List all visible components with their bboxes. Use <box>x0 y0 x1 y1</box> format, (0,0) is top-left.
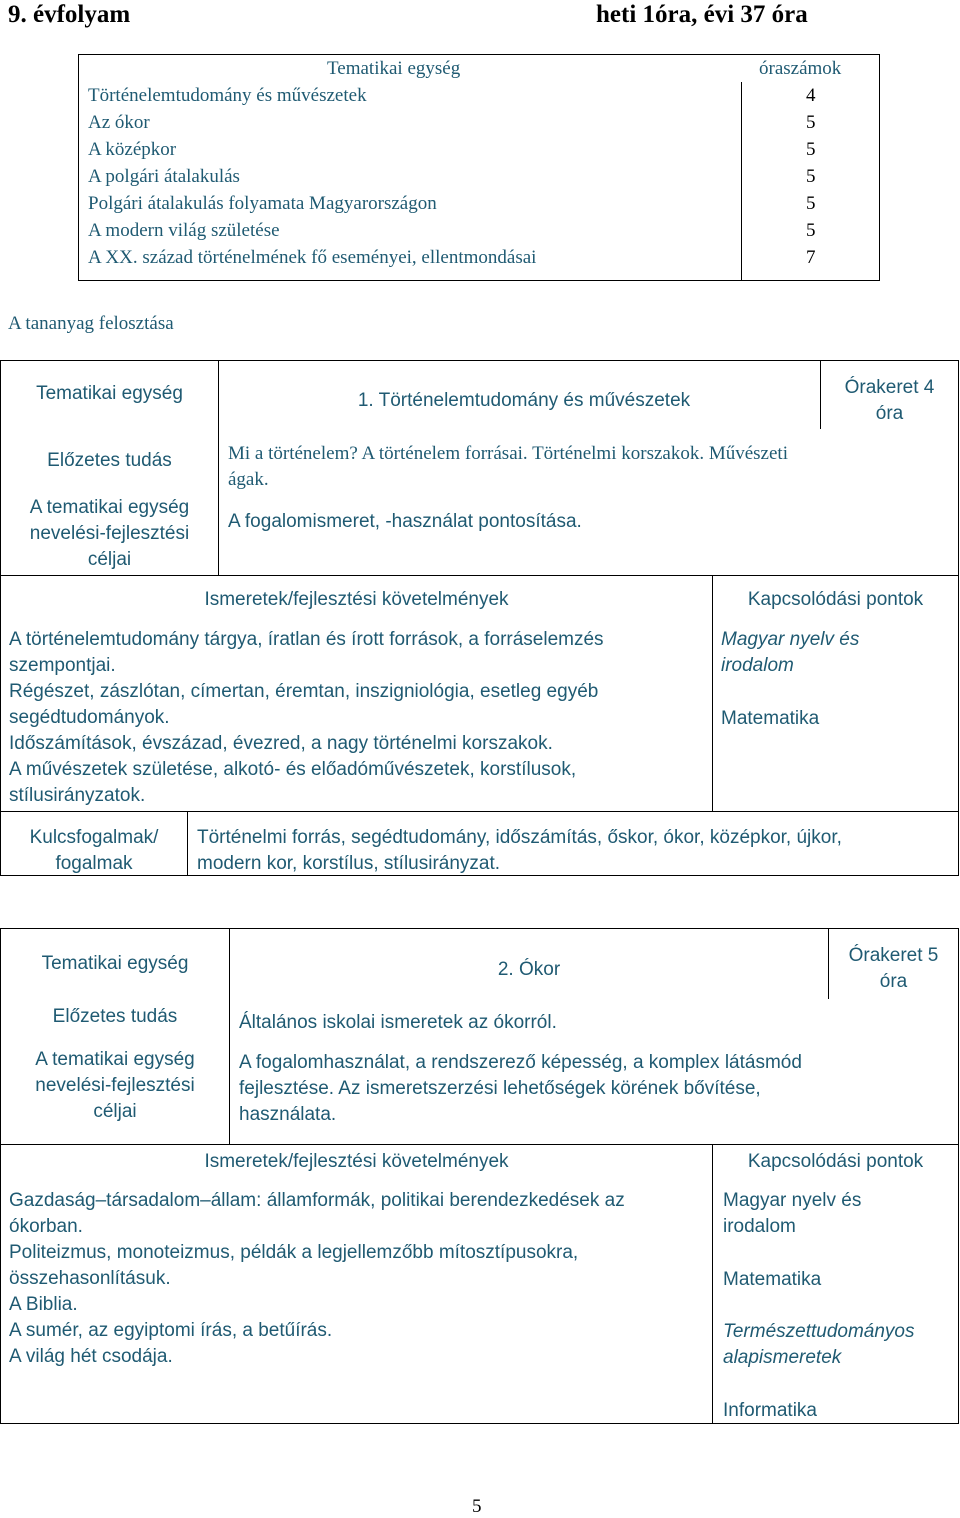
unit2-link-0: Magyar nyelv és irodalom <box>723 1190 862 1237</box>
table-row <box>79 244 879 271</box>
unit1-hours: Órakeret 4 óra <box>844 377 935 424</box>
table-row <box>79 136 879 163</box>
unit2-link-2: Természettudományos alapismeretek <box>723 1321 915 1368</box>
unit2-label-links: Kapcsolódási pontok <box>747 1151 924 1172</box>
table-row <box>79 82 879 109</box>
row-topic: A középkor <box>88 139 177 160</box>
hours-heading: heti 1óra, évi 37 óra <box>596 1 808 28</box>
row-hours: 5 <box>806 193 816 214</box>
unit2-prior: Általános iskolai ismeretek az ókorról. <box>239 1012 557 1033</box>
row-topic: Polgári átalakulás folyamata Magyarországon <box>88 193 437 214</box>
unit2-label-prior: Előzetes tudás <box>52 1006 178 1027</box>
unit1-table <box>0 360 959 876</box>
row-hours: 4 <box>806 85 816 106</box>
overview-table <box>78 54 880 281</box>
grade-heading: 9. évfolyam <box>8 1 131 28</box>
unit1-link-1: Matematika <box>721 708 820 729</box>
row-topic: A polgári átalakulás <box>88 166 240 187</box>
unit2-label-unit: Tematikai egység <box>41 953 189 974</box>
unit1-goals: A fogalomismeret, -használat pontosítása. <box>228 511 582 532</box>
unit1-label-unit: Tematikai egység <box>36 383 183 404</box>
unit1-label-keywords: Kulcsfogalmak/ fogalmak <box>29 827 159 874</box>
unit2-goals: A fogalomhasználat, a rendszerező képesség, a komplex látásmód fejlesztése. Az ismeretszerzési lehetőségek körének bővítése, használata. <box>239 1052 802 1125</box>
row-topic: Történelemtudomány és művészetek <box>88 85 367 106</box>
overview-header-row <box>79 55 879 82</box>
table-row <box>79 163 879 190</box>
table-row <box>79 217 879 244</box>
unit2-table <box>0 928 959 1424</box>
unit1-label-requirements: Ismeretek/fejlesztési követelmények <box>204 589 509 610</box>
unit2-link-1: Matematika <box>723 1269 822 1290</box>
page-number: 5 <box>472 1496 482 1517</box>
distribution-title: A tananyag felosztása <box>8 313 174 334</box>
unit1-keywords: Történelmi forrás, segédtudomány, időszámítás, őskor, ókor, középkor, újkor, modern kor, korstílus, stílusirányzat. <box>197 827 842 874</box>
unit2-title: 2. Ókor <box>497 959 561 980</box>
overview-col-hours: óraszámok <box>759 58 842 79</box>
row-hours: 5 <box>806 112 816 133</box>
row-topic: A modern világ születése <box>88 220 280 241</box>
unit2-hours: Órakeret 5 óra <box>848 945 939 992</box>
unit1-label-prior: Előzetes tudás <box>47 450 172 471</box>
row-hours: 5 <box>806 139 816 160</box>
row-topic: A XX. század történelmének fő eseményei, ellentmondásai <box>88 247 537 268</box>
unit1-label-goals: A tematikai egység nevelési-fejlesztési céljai <box>29 497 190 570</box>
unit2-link-3: Informatika <box>723 1400 817 1421</box>
unit1-requirements: A történelemtudomány tárgya, íratlan és írott források, a forráselemzés szempontjai. Régészet, zászlótan, címertan, éremtan, inszigniológia, esetleg egyéb segédtudományok. Időszámítások, évszázad, évezred, a nagy történelmi korszakok. A művészetek születése, alkotó- és előadóművészetek, korstílusok, stílusirányzatok. <box>9 629 604 806</box>
table-row <box>79 190 879 217</box>
row-hours: 5 <box>806 220 816 241</box>
unit1-link-0: Magyar nyelv és irodalom <box>721 629 860 676</box>
row-hours: 7 <box>806 247 816 268</box>
unit1-title: 1. Történelemtudomány és művészetek <box>357 390 691 411</box>
unit1-prior: Mi a történelem? A történelem forrásai. Történelmi korszakok. Művészeti ágak. <box>228 443 788 490</box>
overview-col-topic: Tematikai egység <box>327 58 461 79</box>
table-row <box>79 109 879 136</box>
row-hours: 5 <box>806 166 816 187</box>
unit1-label-links: Kapcsolódási pontok <box>747 589 924 610</box>
unit2-requirements: Gazdaság–társadalom–állam: államformák, politikai berendezkedések az ókorban. Politeizmus, monoteizmus, példák a legjellemzőbb mítosztípusokra, összehasonlításuk. A Biblia. A sumér, az egyiptomi írás, a betűírás. A világ hét csodája. <box>9 1190 625 1367</box>
unit2-label-goals: A tematikai egység nevelési-fejlesztési céljai <box>35 1049 195 1122</box>
unit2-label-requirements: Ismeretek/fejlesztési követelmények <box>204 1151 509 1172</box>
row-topic: Az ókor <box>88 112 150 133</box>
